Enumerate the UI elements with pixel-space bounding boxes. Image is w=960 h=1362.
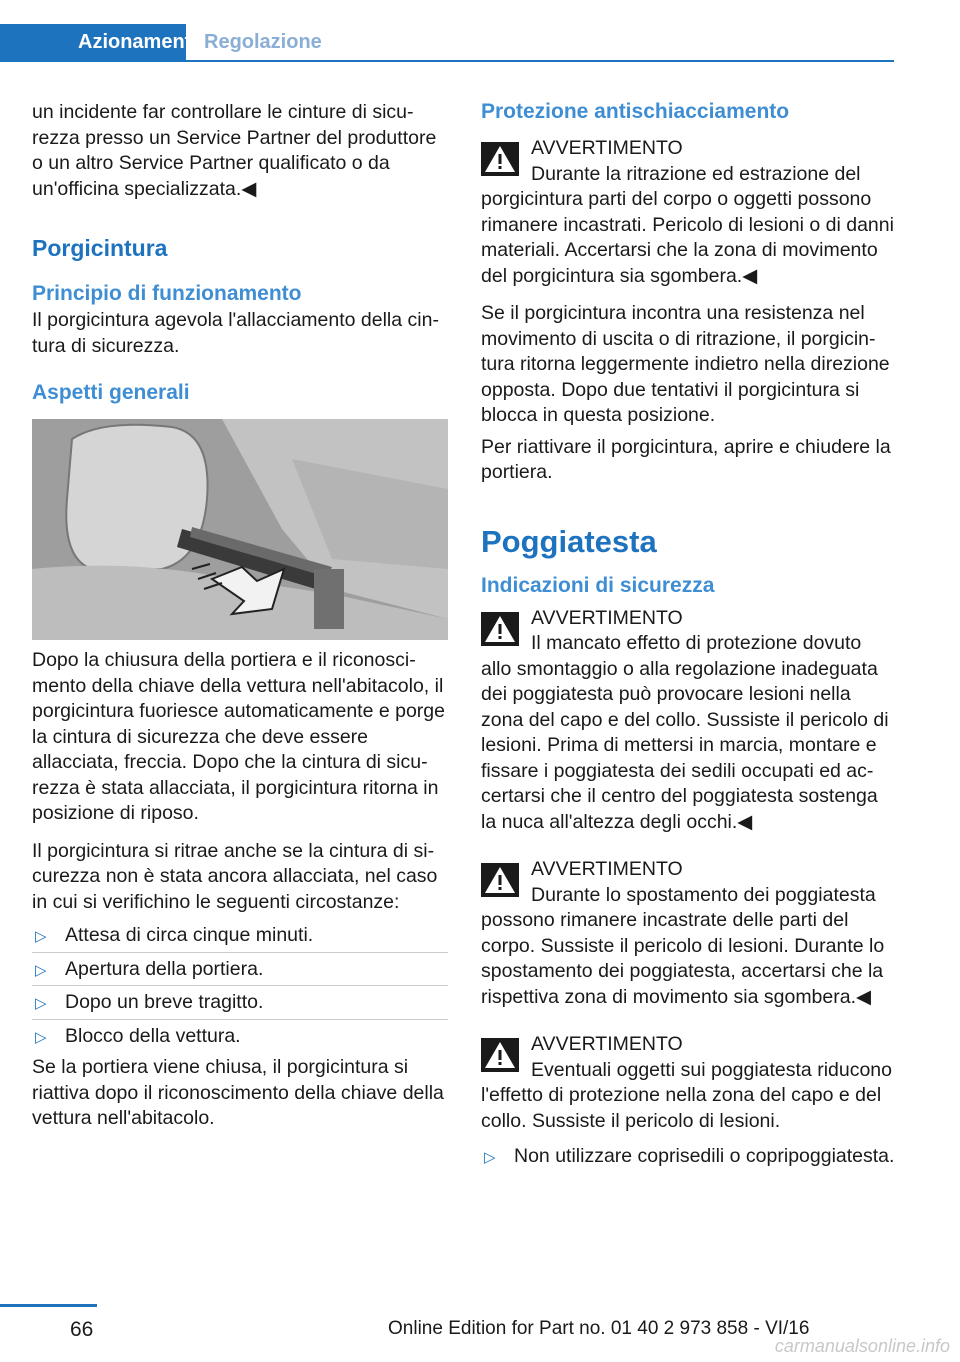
heading-porgicintura: Porgicintura xyxy=(32,235,168,261)
triangle-bullet-icon: ▷ xyxy=(35,928,47,945)
warning-text: Durante lo spostamento dei poggiatesta possono rimanere incastrate delle parti del corpo. Sussiste il pericolo di lesioni. Durante lo spostamento dei poggiatesta, accertarsi che la rispettiva zona di movimento sia sgombera.◀ xyxy=(481,883,885,1008)
principio-paragraph: Il porgicintura agevola l'allacciamento della cintura di sicurezza. xyxy=(32,309,439,357)
triangle-bullet-icon: ▷ xyxy=(35,961,47,979)
heading-poggiatesta: Poggiatesta xyxy=(481,523,657,559)
riattivare-paragraph: Per riattivare il porgicintura, aprire e chiudere la portiera. xyxy=(481,435,891,483)
tab-regolazione[interactable]: Regolazione xyxy=(204,31,322,53)
dopo-paragraph: Dopo la chiusura della portiera e il riconoscimento della chiave della vettura nell'abitacolo, il porgicintura fuoriesce automaticamente e porge la cintura di sicurezza che deve essere allacciata, freccia. Dopo che la cintura di sicurezza è stata allacciata, il porgicintura ritorna in posizione di riposo. xyxy=(32,649,445,824)
footer-rule xyxy=(0,1304,97,1307)
warning-title: AVVERTIMENTO xyxy=(531,1033,683,1055)
ritrae-paragraph: Il porgicintura si ritrae anche se la cintura di sicurezza non è stata ancora allacciata, nel caso in cui si verifichino le seguenti circostanze: xyxy=(32,839,438,913)
left-column xyxy=(32,100,448,1132)
chiusa-paragraph: Se la portiera viene chiusa, il porgicintura si riattiva dopo il riconoscimento della chiave della vettura nell'abitacolo. xyxy=(32,1056,444,1129)
header-rule xyxy=(0,60,894,62)
tab-azionamento[interactable]: Azionamento xyxy=(0,24,186,61)
warning-triangle-icon xyxy=(481,612,519,646)
edition-text: Online Edition for Part no. 01 40 2 973 858 - VI/16 xyxy=(388,1318,810,1339)
triangle-bullet-icon: ▷ xyxy=(484,1149,496,1166)
heading-indicazioni: Indicazioni di sicurezza xyxy=(481,573,715,597)
triangle-bullet-icon: ▷ xyxy=(35,1028,47,1046)
warning-triangle-icon xyxy=(481,1038,519,1072)
list-item: ▷ Attesa di circa cinque minuti. xyxy=(32,923,448,949)
warning-title: AVVERTIMENTO xyxy=(531,606,683,629)
right-column xyxy=(481,100,897,1170)
warning-title: AVVERTIMENTO xyxy=(531,137,683,159)
heading-protezione: Protezione antischiacciamento xyxy=(481,100,790,123)
warning-triangle-icon xyxy=(481,863,519,897)
warning-text: Durante la ritrazione ed estrazione del porgicintura parti del corpo o oggetti possono rimanere incastrati. Pericolo di lesioni o di danni materiali. Accertarsi che la zona di movimento del porgicintura sia sgombera.◀ xyxy=(481,162,894,287)
poggiatesta-list xyxy=(481,1144,897,1170)
warning-text: Il mancato effetto di protezione dovuto allo smontaggio o alla regolazione inadeguata dei poggiatesta può provocare lesioni nella zona del capo e del collo. Sussiste il pericolo di lesioni. Prima di mettersi in marcia, montare e fissare i poggiatesta dei sedili occupati ed accertarsi che il centro del poggiatesta sostenga la nuca all'altezza degli occhi.◀ xyxy=(481,632,889,833)
watermark: carmanualsonline.info xyxy=(774,1336,950,1356)
page-number: 66 xyxy=(70,1318,94,1341)
list-item: ▷ Non utilizzare coprisedili o copripoggiatesta. xyxy=(481,1144,897,1170)
circostanze-list xyxy=(32,923,448,1049)
list-item: ▷ Dopo un breve tragitto. xyxy=(32,990,448,1016)
warning-block xyxy=(481,136,897,289)
porgicintura-photo xyxy=(32,419,448,640)
warning-block xyxy=(481,606,897,836)
warning-title: AVVERTIMENTO xyxy=(531,858,683,880)
heading-aspetti: Aspetti generali xyxy=(32,381,190,404)
warning-triangle-icon xyxy=(481,142,519,176)
header-tabs xyxy=(0,24,340,61)
list-item: ▷ Blocco della vettura. xyxy=(32,1024,448,1050)
warning-block xyxy=(481,1032,897,1134)
intro-paragraph: un incidente far controllare le cinture di sicurezza presso un Service Partner del produttore o un altro Service Partner qualificato o da un'officina specializzata.◀ xyxy=(32,101,437,200)
warning-text: Eventuali oggetti sui poggiatesta riducono l'effetto di protezione nella zona del capo e del collo. Sussiste il pericolo di lesioni. xyxy=(481,1058,892,1132)
heading-principio: Principio di funzionamento xyxy=(32,282,302,305)
warning-block xyxy=(481,857,897,1010)
triangle-bullet-icon: ▷ xyxy=(35,995,47,1012)
list-item: ▷ Apertura della portiera. xyxy=(32,957,448,983)
resistenza-paragraph: Se il porgicintura incontra una resistenza nel movimento di uscita o di ritrazione, il porgicintura ritorna leggermente indietro nella direzione opposta. Dopo due tentativi il porgicintura si blocca in questa posizione. xyxy=(481,302,890,426)
